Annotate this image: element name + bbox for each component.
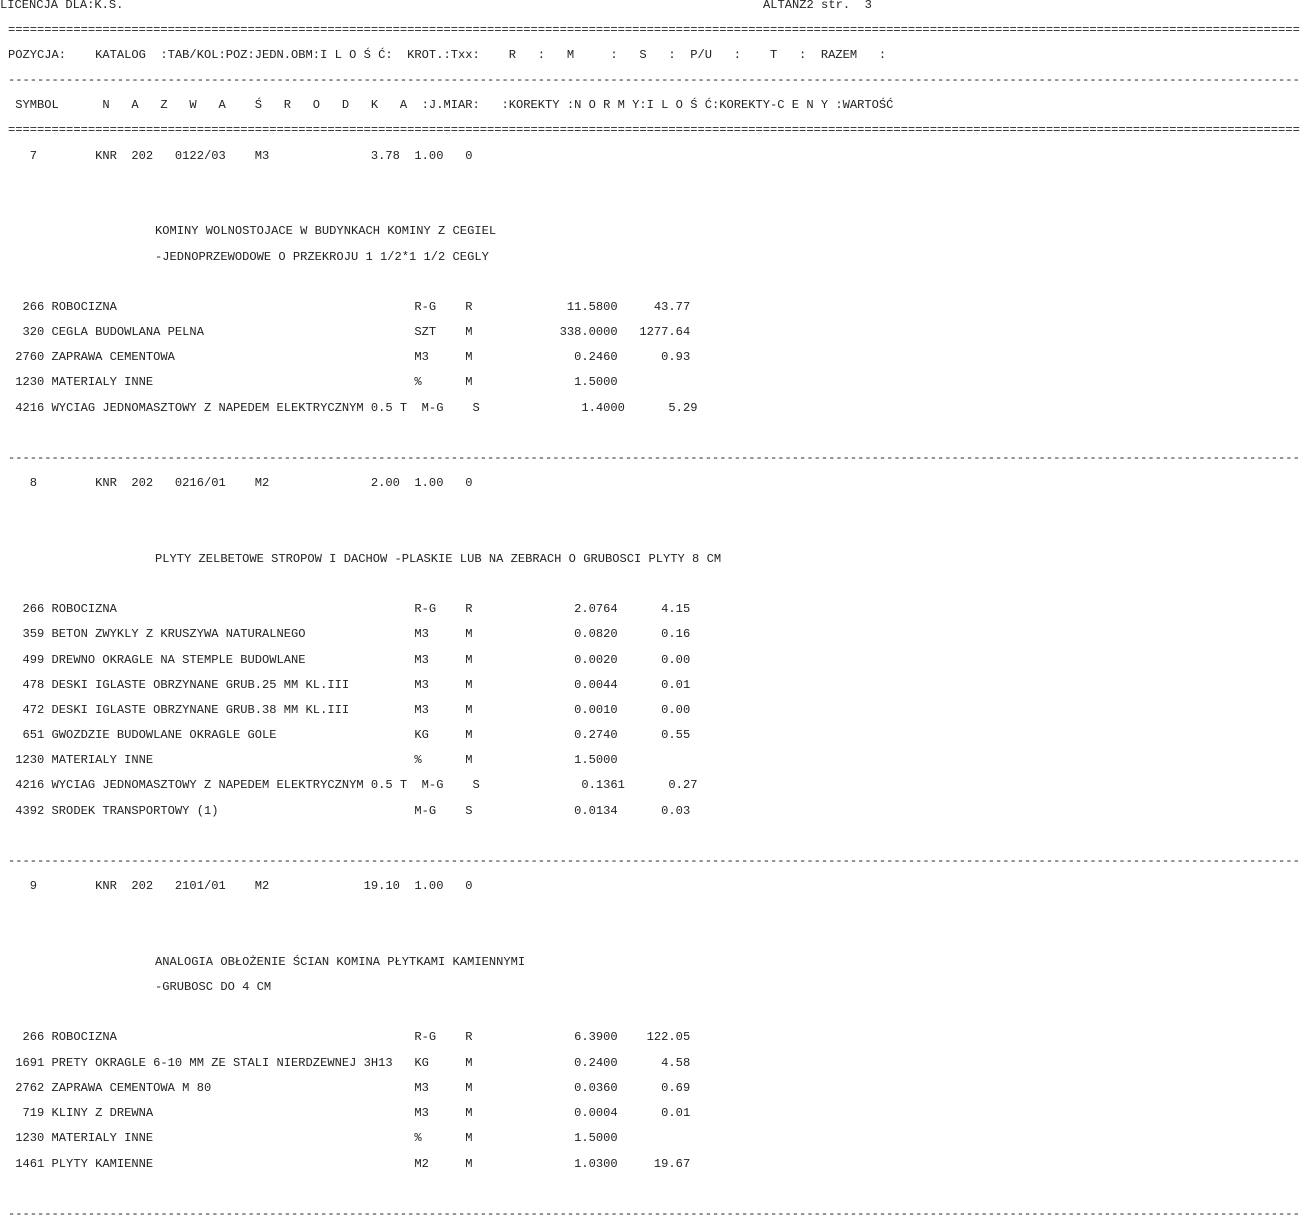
position-description: -JEDNOPRZEWODOWE O PRZEKROJU 1 1/2*1 1/2 CEGLY bbox=[155, 250, 489, 264]
cost-row: 266 ROBOCIZNA R-G R 11.5800 43.77 bbox=[8, 300, 691, 314]
cost-row: 1461 PLYTY KAMIENNE M2 M 1.0300 19.67 bbox=[8, 1157, 691, 1171]
cost-row: 2760 ZAPRAWA CEMENTOWA M3 M 0.2460 0.93 bbox=[8, 350, 691, 364]
single-rule: ---------------------------------------------------------------------------------------------------------------------------------------------------------------------------------- bbox=[8, 451, 1300, 465]
cost-row: 719 KLINY Z DREWNA M3 M 0.0004 0.01 bbox=[8, 1106, 691, 1120]
position-description: PLYTY ZELBETOWE STROPOW I DACHOW -PLASKIE LUB NA ZEBRACH O GRUBOSCI PLYTY 8 CM bbox=[155, 552, 722, 566]
cost-row: 359 BETON ZWYKLY Z KRUSZYWA NATURALNEGO M3 M 0.0820 0.16 bbox=[8, 627, 691, 641]
cost-row: 266 ROBOCIZNA R-G R 6.3900 122.05 bbox=[8, 1030, 691, 1044]
position-head: 9 KNR 202 2101/01 M2 19.10 1.00 0 bbox=[8, 879, 473, 893]
single-rule: ---------------------------------------------------------------------------------------------------------------------------------------------------------------------------------- bbox=[8, 73, 1300, 87]
cost-row: 1691 PRETY OKRAGLE 6-10 MM ZE STALI NIERDZEWNEJ 3H13 KG M 0.2400 4.58 bbox=[8, 1056, 691, 1070]
position-description: KOMINY WOLNOSTOJACE W BUDYNKACH KOMINY Z CEGIEL bbox=[155, 224, 497, 238]
position-head: 8 KNR 202 0216/01 M2 2.00 1.00 0 bbox=[8, 476, 473, 490]
position-description: -GRUBOSC DO 4 CM bbox=[155, 980, 272, 994]
cost-row: 320 CEGLA BUDOWLANA PELNA SZT M 338.0000 1277.64 bbox=[8, 325, 691, 339]
cost-row: 651 GWOZDZIE BUDOWLANE OKRAGLE GOLE KG M 0.2740 0.55 bbox=[8, 728, 691, 742]
position-description: ANALOGIA OBŁOŻENIE ŚCIAN KOMINA PŁYTKAMI KAMIENNYMI bbox=[155, 955, 526, 969]
cost-row: 478 DESKI IGLASTE OBRZYNANE GRUB.25 MM KL.III M3 M 0.0044 0.01 bbox=[8, 678, 691, 692]
cost-row: 1230 MATERIALY INNE % M 1.5000 bbox=[8, 753, 618, 767]
program-page-label: ALTANZ2 str. 3 bbox=[763, 0, 872, 12]
position-head: 7 KNR 202 0122/03 M3 3.78 1.00 0 bbox=[8, 149, 473, 163]
cost-row: 2762 ZAPRAWA CEMENTOWA M 80 M3 M 0.0360 0.69 bbox=[8, 1081, 691, 1095]
cost-row: 266 ROBOCIZNA R-G R 2.0764 4.15 bbox=[8, 602, 691, 616]
column-header-row-2: SYMBOL N A Z W A Ś R O D K A :J.MIAR: :KOREKTY :N O R M Y:I L O Ś Ć:KOREKTY-C E N Y :WARTOŚĆ bbox=[8, 98, 894, 112]
cost-row: 4216 WYCIAG JEDNOMASZTOWY Z NAPEDEM ELEKTRYCZNYM 0.5 T M-G S 0.1361 0.27 bbox=[8, 778, 698, 792]
column-header-row-1: POZYCJA: KATALOG :TAB/KOL:POZ:JEDN.OBM:I L O Ś Ć: KROT.:Txx: R : M : S : P/U : T : RAZEM : bbox=[8, 48, 887, 62]
double-rule: ================================================================================================================================================================================== bbox=[8, 123, 1300, 137]
double-rule: ================================================================================================================================================================================== bbox=[8, 23, 1300, 37]
cost-row: 4392 SRODEK TRANSPORTOWY (1) M-G S 0.0134 0.03 bbox=[8, 804, 691, 818]
single-rule: ---------------------------------------------------------------------------------------------------------------------------------------------------------------------------------- bbox=[8, 854, 1300, 868]
license-label: LICENCJA DLA:K.S. bbox=[0, 0, 124, 12]
cost-row: 1230 MATERIALY INNE % M 1.5000 bbox=[8, 375, 618, 389]
cost-row: 4216 WYCIAG JEDNOMASZTOWY Z NAPEDEM ELEKTRYCZNYM 0.5 T M-G S 1.4000 5.29 bbox=[8, 401, 698, 415]
single-rule: ---------------------------------------------------------------------------------------------------------------------------------------------------------------------------------- bbox=[8, 1207, 1300, 1221]
cost-row: 472 DESKI IGLASTE OBRZYNANE GRUB.38 MM KL.III M3 M 0.0010 0.00 bbox=[8, 703, 691, 717]
cost-row: 1230 MATERIALY INNE % M 1.5000 bbox=[8, 1131, 618, 1145]
cost-row: 499 DREWNO OKRAGLE NA STEMPLE BUDOWLANE M3 M 0.0020 0.00 bbox=[8, 653, 691, 667]
